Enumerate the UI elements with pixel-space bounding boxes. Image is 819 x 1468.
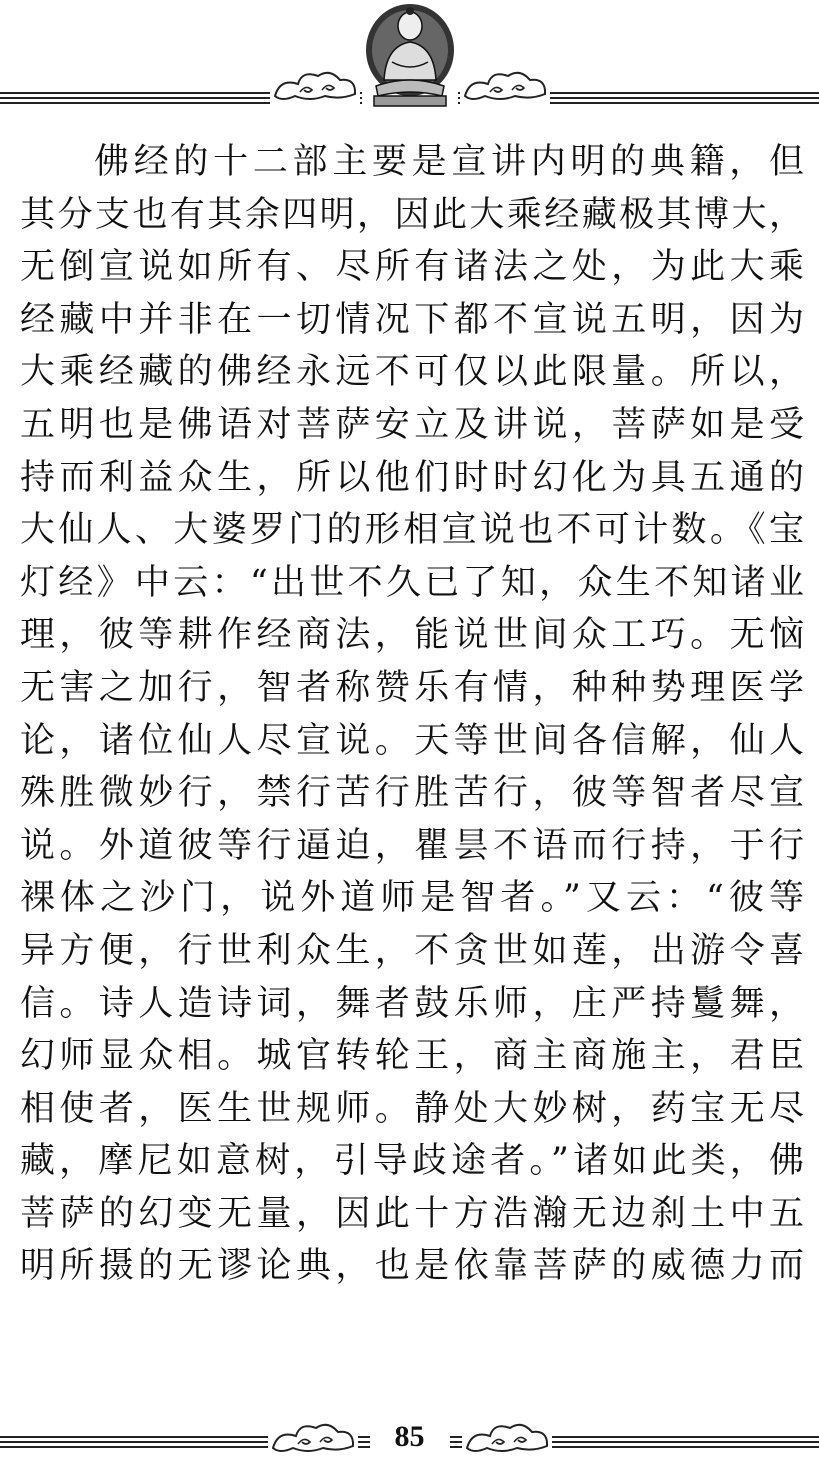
text-line: 理，彼等耕作经商法，能说世间众工巧。无恼 — [20, 615, 804, 656]
text-line: 佛经的十二部主要是宣讲内明的典籍，但 — [94, 142, 804, 182]
text-line: 明所摄的无谬论典，也是依靠菩萨的威德力而 — [20, 1246, 804, 1287]
text-line: 菩萨的幻变无量，因此十方浩瀚无边刹土中五 — [20, 1193, 804, 1234]
cloud-scroll-icon — [460, 66, 550, 106]
text-line: 相使者，医生世规师。静处大妙树，药宝无尽 — [20, 1088, 804, 1129]
text-line: 无害之加行，智者称赞乐有情，种种势理医学 — [20, 667, 804, 708]
text-line: 信。诗人造诗词，舞者鼓乐师，庄严持鬘舞， — [20, 983, 804, 1024]
text-line: 大仙人、大婆罗门的形相宣说也不可计数。《宝 — [20, 510, 804, 551]
text-line: 异方便，行世利众生，不贪世如莲，出游令喜 — [20, 930, 804, 971]
page-header — [0, 0, 819, 118]
text-line: 幻师显众相。城官转轮王，商主商施主，君臣 — [20, 1036, 804, 1077]
buddha-emblem-icon — [362, 0, 458, 112]
text-line: 说。外道彼等行逼迫，瞿昙不语而行持，于行 — [20, 825, 804, 866]
text-line: 藏，摩尼如意树，引导歧途者。”诸如此类，佛 — [20, 1141, 804, 1182]
text-line: 其分支也有其余四明，因此大乘经藏极其博大， — [20, 194, 804, 235]
cloud-scroll-icon — [270, 66, 360, 106]
text-line: 持而利益众生，所以他们时时幻化为具五通的 — [20, 457, 804, 498]
body-text — [20, 136, 804, 1293]
text-line: 论，诸位仙人尽宣说。天等世间各信解，仙人 — [20, 720, 804, 761]
text-line: 殊胜微妙行，禁行苦行胜苦行，彼等智者尽宣 — [20, 773, 804, 814]
text-line: 经藏中并非在一切情况下都不宣说五明，因为 — [20, 299, 804, 340]
text-line: 无倒宣说如所有、尽所有诸法之处，为此大乘 — [20, 247, 804, 288]
page-footer — [0, 1410, 819, 1468]
text-line: 灯经》中云：“出世不久已了知，众生不知诸业 — [20, 562, 804, 603]
text-line: 裸体之沙门，说外道师是智者。”又云：“彼等 — [20, 878, 804, 919]
text-line: 五明也是佛语对菩萨安立及讲说，菩萨如是受 — [20, 404, 804, 445]
text-line: 大乘经藏的佛经永远不可仅以此限量。所以， — [20, 352, 804, 393]
page-number: 85 — [394, 1420, 425, 1453]
